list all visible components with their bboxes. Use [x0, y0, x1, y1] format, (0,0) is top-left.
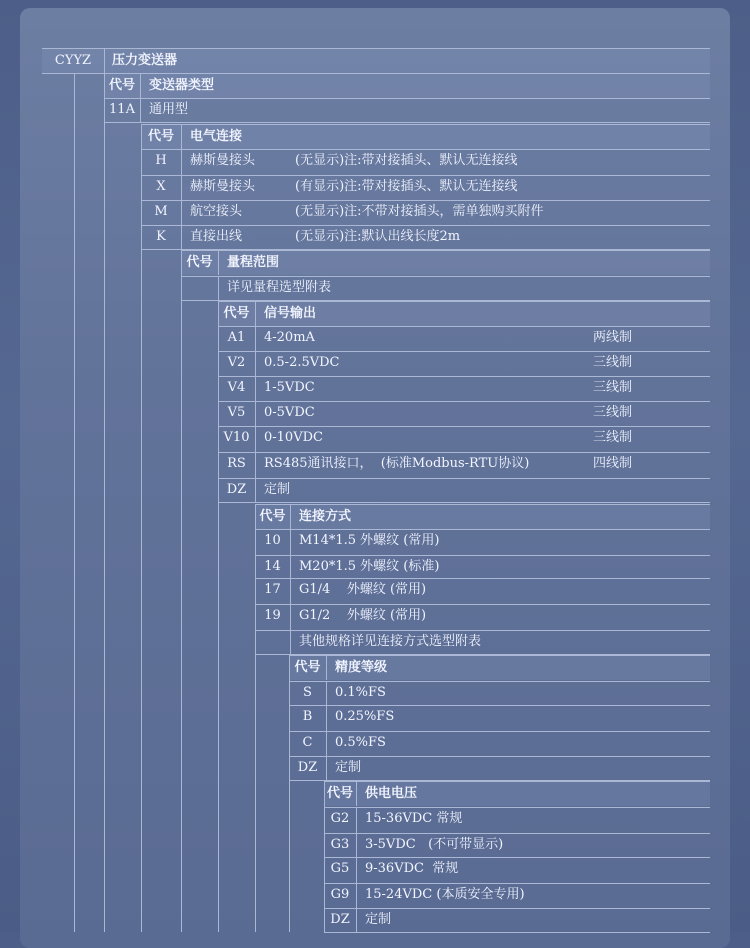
table-rule: [255, 504, 710, 505]
option-description: 0.25%FS: [335, 709, 395, 724]
option-code: 11A: [109, 102, 135, 117]
table-rule: [181, 276, 710, 277]
option-code: V2: [227, 355, 246, 370]
option-code: B: [302, 709, 313, 724]
option-code: 19: [264, 608, 281, 623]
option-description: 航空接头: [190, 204, 243, 219]
table-rule: [140, 73, 141, 98]
level-header-code: 代号: [259, 509, 286, 524]
option-description: 通用型: [149, 102, 189, 117]
table-rule: [141, 124, 142, 932]
table-rule: [141, 200, 710, 201]
option-description: M14*1.5 外螺纹 (常用): [299, 533, 440, 548]
level-header-code: 代号: [108, 78, 135, 93]
table-rule: [289, 756, 710, 757]
table-rule: [218, 401, 710, 402]
table-rule: [290, 529, 291, 555]
option-code: C: [302, 735, 313, 750]
table-rule: [218, 376, 710, 377]
table-rule: [324, 781, 325, 932]
option-note: 三线制: [593, 380, 633, 395]
table-rule: [218, 502, 710, 503]
table-rule: [255, 529, 710, 530]
table-rule: [324, 908, 710, 909]
table-rule: [104, 122, 710, 123]
table-rule: [326, 681, 327, 705]
table-rule: [181, 175, 182, 200]
option-description: 15-36VDC 常规: [365, 811, 463, 826]
table-rule: [326, 756, 327, 780]
table-rule: [141, 124, 710, 125]
table-rule: [181, 124, 182, 149]
option-description: 9-36VDC 常规: [365, 861, 459, 876]
table-rule: [181, 225, 182, 249]
option-note: 两线制: [593, 330, 633, 345]
table-rule: [289, 655, 290, 932]
option-description: 4-20mA: [264, 330, 315, 345]
option-note: 四线制: [593, 456, 633, 471]
level-header-title: 连接方式: [299, 509, 352, 524]
table-rule: [289, 731, 710, 732]
table-rule: [74, 73, 75, 932]
table-rule: [356, 908, 357, 932]
option-code: K: [156, 229, 166, 244]
table-rule: [290, 578, 291, 604]
option-description: 0.1%FS: [335, 685, 386, 700]
table-rule: [289, 681, 710, 682]
option-note: (无显示)注:默认出线长度2m: [295, 229, 461, 244]
table-rule: [141, 175, 710, 176]
table-rule: [356, 883, 357, 908]
table-rule: [289, 705, 710, 706]
option-note: (无显示)注:带对接插头、默认无连接线: [295, 153, 518, 168]
table-rule: [181, 250, 182, 932]
table-rule: [324, 932, 710, 933]
option-code: G2: [330, 811, 350, 826]
table-rule: [290, 630, 291, 654]
option-code: DZ: [226, 482, 247, 497]
option-code: DZ: [330, 912, 350, 927]
option-description: 定制: [264, 482, 291, 497]
table-rule: [255, 478, 256, 502]
level-header-code: 代号: [223, 306, 250, 321]
table-rule: [324, 883, 710, 884]
level-header-title: 电气连接: [190, 129, 243, 144]
option-description: 赫斯曼接头: [190, 179, 256, 194]
option-code: M: [154, 204, 168, 219]
option-note: 三线制: [593, 405, 633, 420]
table-rule: [218, 276, 219, 300]
table-rule: [104, 73, 710, 74]
level-header-code: 代号: [147, 129, 174, 144]
level-header-title: 信号输出: [264, 306, 317, 321]
table-rule: [255, 401, 256, 426]
table-rule: [289, 655, 710, 656]
table-rule: [104, 73, 105, 932]
table-rule: [324, 807, 710, 808]
option-description: 1-5VDC: [264, 380, 315, 395]
option-note: (有显示)注:带对接插头、默认无连接线: [295, 179, 518, 194]
level-header-code: 代号: [294, 660, 321, 675]
option-code: V10: [223, 430, 250, 445]
table-rule: [104, 98, 710, 99]
table-rule: [255, 504, 256, 932]
option-code: X: [156, 179, 166, 194]
table-rule: [255, 301, 256, 326]
table-rule: [255, 578, 710, 579]
option-description: RS485通讯接口， (标准Modbus-RTU协议): [264, 456, 530, 471]
option-description: 定制: [365, 912, 392, 927]
table-rule: [181, 149, 182, 175]
table-rule: [290, 504, 291, 529]
table-rule: [326, 705, 327, 731]
root-model-name: 压力变送器: [112, 53, 178, 68]
table-rule: [290, 604, 291, 630]
table-rule: [255, 604, 710, 605]
option-description: 0.5-2.5VDC: [264, 355, 340, 370]
table-rule: [218, 301, 219, 932]
table-rule: [218, 326, 710, 327]
level-header-code: 代号: [326, 786, 353, 801]
option-code: V5: [227, 405, 246, 420]
table-rule: [42, 48, 710, 49]
root-model-code: CYYZ: [54, 53, 92, 68]
table-rule: [218, 351, 710, 352]
option-note: (无显示)注:不带对接插头，需单独购买附件: [295, 204, 544, 219]
table-rule: [326, 731, 327, 756]
table-rule: [141, 149, 710, 150]
table-rule: [324, 833, 710, 834]
level-header-code: 代号: [186, 255, 213, 270]
table-rule: [255, 351, 256, 376]
option-code: 14: [264, 559, 281, 574]
table-rule: [356, 781, 357, 806]
option-code: G9: [330, 887, 350, 902]
table-rule: [104, 48, 105, 73]
option-code: 10: [264, 533, 281, 548]
option-code: G3: [330, 837, 350, 852]
option-description: G1/2 外螺纹 (常用): [299, 608, 427, 623]
option-description: 赫斯曼接头: [190, 153, 256, 168]
option-code: G5: [330, 861, 350, 876]
option-code: H: [155, 153, 167, 168]
option-description: 直接出线: [190, 229, 243, 244]
option-description: 0.5%FS: [335, 735, 386, 750]
table-rule: [181, 250, 710, 251]
option-description: 定制: [335, 760, 362, 775]
level-header-title: 精度等级: [335, 660, 388, 675]
option-description: M20*1.5 外螺纹 (标准): [299, 559, 440, 574]
table-rule: [255, 376, 256, 401]
table-rule: [255, 630, 710, 631]
option-note: 三线制: [593, 430, 633, 445]
option-code: DZ: [297, 760, 318, 775]
table-rule: [181, 200, 182, 225]
table-rule: [218, 452, 710, 453]
table-rule: [218, 250, 219, 275]
table-rule: [141, 225, 710, 226]
table-rule: [255, 426, 256, 452]
option-description: 15-24VDC (本质安全专用): [365, 887, 525, 902]
level-header-title: 量程范围: [227, 255, 280, 270]
option-code: V4: [227, 380, 246, 395]
table-rule: [218, 301, 710, 302]
table-rule: [218, 426, 710, 427]
option-description: 其他规格详见连接方式选型附表: [299, 634, 482, 649]
table-rule: [218, 478, 710, 479]
option-code: 17: [264, 582, 281, 597]
option-description: 3-5VDC (不可带显示): [365, 837, 504, 852]
table-rule: [324, 857, 710, 858]
option-code: RS: [227, 456, 246, 471]
table-rule: [255, 452, 256, 478]
table-rule: [356, 833, 357, 857]
option-code: S: [303, 685, 312, 700]
table-rule: [290, 555, 291, 578]
table-rule: [356, 857, 357, 883]
table-rule: [140, 98, 141, 122]
level-header-title: 变送器类型: [149, 78, 215, 93]
option-code: A1: [227, 330, 246, 345]
option-description: 0-10VDC: [264, 430, 323, 445]
table-rule: [356, 807, 357, 833]
table-rule: [255, 555, 710, 556]
level-header-title: 供电电压: [365, 786, 418, 801]
option-description: G1/4 外螺纹 (常用): [299, 582, 427, 597]
option-description: 详见量程选型附表: [227, 280, 332, 295]
table-rule: [326, 655, 327, 680]
table-rule: [324, 781, 710, 782]
table-rule: [255, 326, 256, 351]
option-note: 三线制: [593, 355, 633, 370]
option-description: 0-5VDC: [264, 405, 315, 420]
